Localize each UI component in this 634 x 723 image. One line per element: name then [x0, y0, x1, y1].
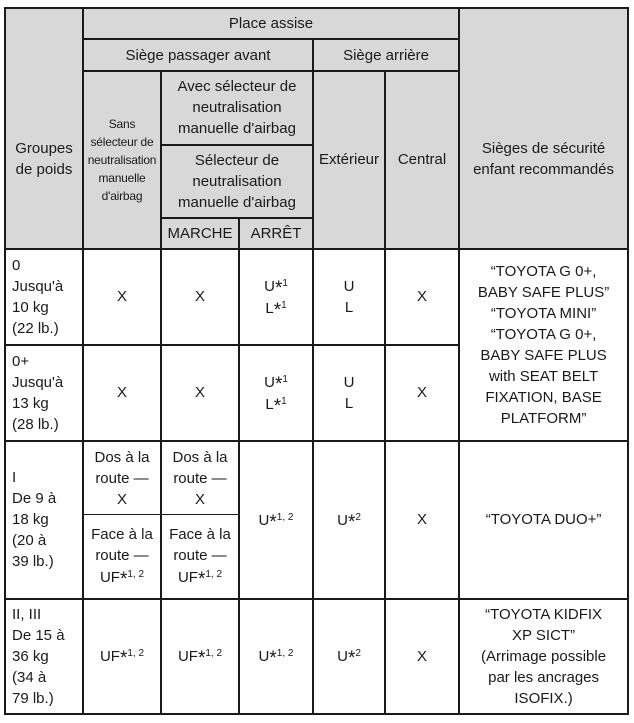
weight-groups-header [5, 71, 83, 249]
front-passenger-header: Siège passager avant [83, 39, 313, 70]
group-2-3-exterior: U*$^2$ [313, 599, 385, 714]
group-2-3-marche: UF*$^{1, 2}$ [161, 599, 239, 714]
group-1-exterior: U*$^2$ [313, 441, 385, 599]
group-0-label: 0 Jusqu'à 10 kg (22 lb.) [5, 249, 83, 345]
exterior-header: Extérieur [313, 71, 385, 249]
group-0plus-central: X [385, 345, 459, 441]
group-2-3-recommended-seats: “TOYOTA KIDFIX XP SICT” (Arrimage possible par les ancrages ISOFIX.) [459, 599, 628, 714]
group-0-recommended-seats: “TOYOTA G 0+, BABY SAFE PLUS” “TOYOTA MINI” “TOYOTA G 0+, BABY SAFE PLUS with SEAT BELT FIXATION, BASE PLATFORM” [459, 249, 628, 441]
group-0plus-marche: X [161, 345, 239, 441]
corner-header [5, 8, 83, 39]
groups-spacer [5, 39, 83, 70]
group-0-marche: X [161, 249, 239, 345]
group-1-without-selector-forward-facing: Face à la route — UF*$^{1, 2}$ [83, 515, 161, 599]
group-0-arret: U*$^1$ L*$^1$ [239, 249, 313, 345]
group-2-3-arret: U*$^{1, 2}$ [239, 599, 313, 714]
group-0plus-exterior: U L [313, 345, 385, 441]
group-0plus-arret: U*$^1$ L*$^1$ [239, 345, 313, 441]
group-2-3-without-selector: UF*$^{1, 2}$ [83, 599, 161, 714]
group-1-central: X [385, 441, 459, 599]
group-0plus-without-selector: X [83, 345, 161, 441]
with-selector-header: Avec sélecteur de neutralisation manuelle d'airbag [161, 71, 313, 145]
weight-groups-label: Groupes de poids [15, 140, 73, 179]
group-1-marche-rear-facing: Dos à la route — X [161, 441, 239, 515]
recommended-corner [459, 8, 628, 39]
marche-header: MARCHE [161, 218, 239, 248]
recommended-seats-header: Sièges de sécurité enfant recommandés [459, 71, 628, 249]
group-2-3-central: X [385, 599, 459, 714]
group-2-3-label: II, III De 15 à 36 kg (34 à 79 lb.) [5, 599, 83, 714]
without-selector-header: Sans sélecteur de neutralisation manuelle d'airbag [83, 71, 161, 249]
group-1-without-selector-rear-facing: Dos à la route — X [83, 441, 161, 515]
rear-seat-header: Siège arrière [313, 39, 459, 70]
group-0-without-selector: X [83, 249, 161, 345]
neutralisation-selector-header: Sélecteur de neutralisation manuelle d'airbag [161, 145, 313, 219]
group-1-marche-forward-facing: Face à la route — UF*$^{1, 2}$ [161, 515, 239, 599]
central-header: Central [385, 71, 459, 249]
group-1-arret: U*$^{1, 2}$ [239, 441, 313, 599]
arret-header: ARRÊT [239, 218, 313, 248]
group-0-central: X [385, 249, 459, 345]
place-assise-header: Place assise [83, 8, 459, 39]
child-seat-table [4, 7, 629, 715]
group-0-exterior: U L [313, 249, 385, 345]
group-1-recommended-seats: “TOYOTA DUO+” [459, 441, 628, 599]
recommended-spacer [459, 39, 628, 70]
group-0plus-label: 0+ Jusqu'à 13 kg (28 lb.) [5, 345, 83, 441]
group-1-label: I De 9 à 18 kg (20 à 39 lb.) [5, 441, 83, 599]
